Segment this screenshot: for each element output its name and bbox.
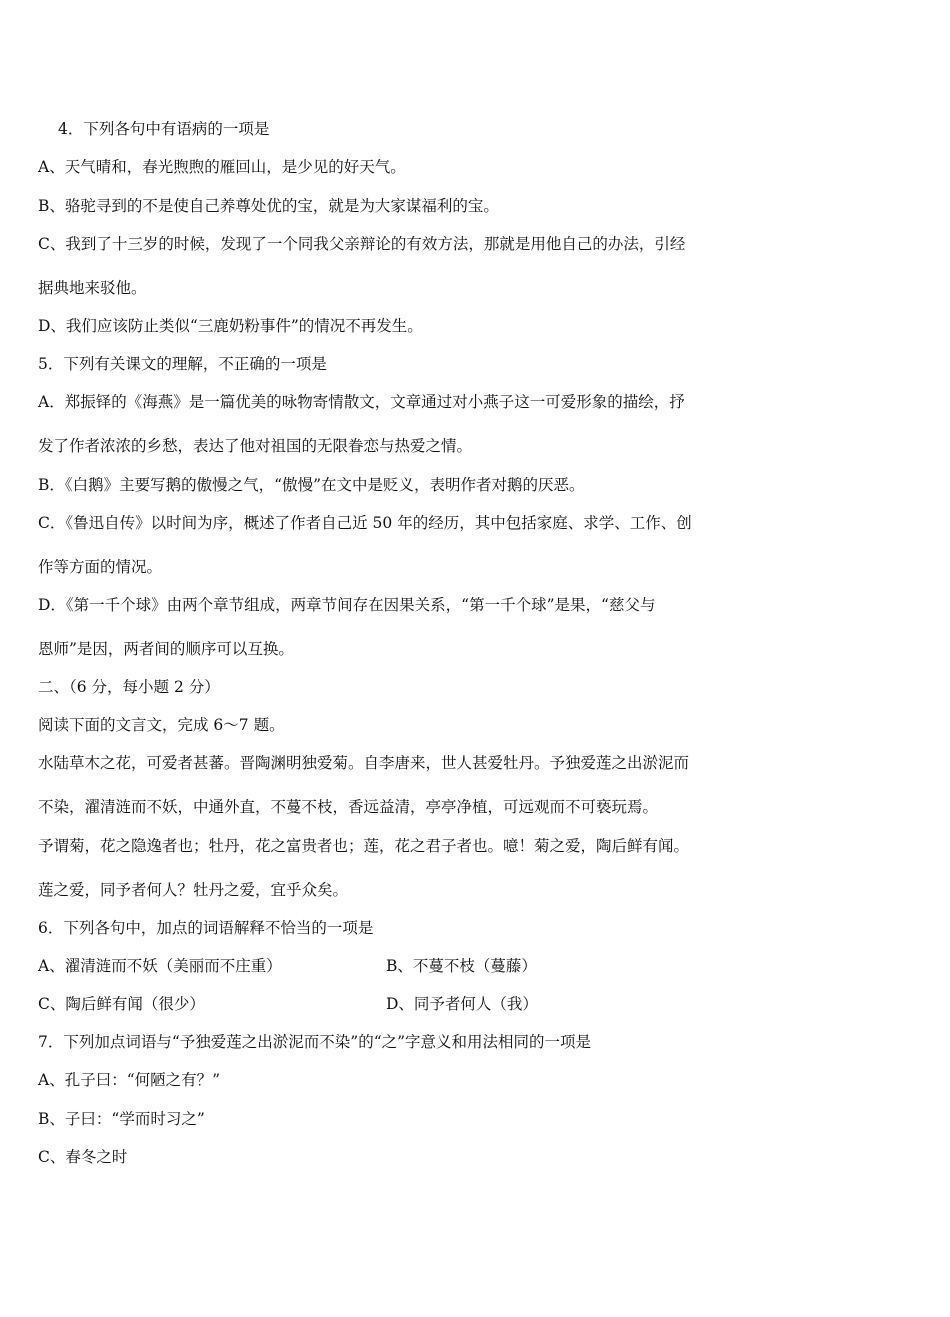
passage-line-1: 水陆草木之花，可爱者甚蕃。晋陶渊明独爱菊。自李唐来，世人甚爱牡丹。予独爱莲之出淤泥而 xyxy=(38,754,690,772)
question-5-stem: 5．下列有关课文的理解，不正确的一项是 xyxy=(38,355,327,373)
question-6-option-a: A、濯清涟而不妖（美丽而不庄重） xyxy=(38,957,282,975)
question-4-option-c-line1: C、我到了十三岁的时候，发现了一个同我父亲辩论的有效方法，那就是用他自己的办法，引经 xyxy=(38,235,686,253)
question-4-stem: 4．下列各句中有语病的一项是 xyxy=(58,120,270,138)
question-5-option-c-line2: 作等方面的情况。 xyxy=(38,558,163,576)
question-6-option-d: D、同予者何人（我） xyxy=(386,995,538,1013)
section-2-instruction: 阅读下面的文言文，完成 6～7 题。 xyxy=(38,716,285,734)
question-7-option-b: B、子曰：“学而时习之” xyxy=(38,1110,205,1128)
passage-line-2: 不染，濯清涟而不妖，中通外直，不蔓不枝，香远益清，亭亭净植，可远观而不可亵玩焉。 xyxy=(38,798,659,816)
question-6-option-b: B、不蔓不枝（蔓藤） xyxy=(386,957,537,975)
question-4-option-b: B、骆驼寻到的不是使自己养尊处优的宝，就是为大家谋福利的宝。 xyxy=(38,197,499,215)
passage-line-3: 予谓菊，花之隐逸者也；牡丹，花之富贵者也；莲，花之君子者也。噫！菊之爱，陶后鲜有闻。 xyxy=(38,837,690,855)
question-4-option-d: D、我们应该防止类似“三鹿奶粉事件”的情况不再发生。 xyxy=(38,317,423,335)
question-4-option-c-line2: 据典地来驳他。 xyxy=(38,279,147,297)
question-7-option-a: A、孔子曰：“何陋之有？” xyxy=(38,1071,221,1089)
question-7-option-c: C、春冬之时 xyxy=(38,1148,128,1166)
question-6-stem: 6．下列各句中，加点的词语解释不恰当的一项是 xyxy=(38,919,374,937)
section-2-heading: 二、（6 分，每小题 2 分） xyxy=(38,678,220,696)
question-5-option-d-line1: D．《第一千个球》由两个章节组成，两章节间存在因果关系，“第一千个球”是果，“慈父与 xyxy=(38,596,656,614)
question-4-option-a: A、天气晴和，春光煦煦的雁回山，是少见的好天气。 xyxy=(38,158,406,176)
question-5-option-a-line2: 发了作者浓浓的乡愁，表达了他对祖国的无限眷恋与热爱之情。 xyxy=(38,437,473,455)
question-5-option-c-line1: C．《鲁迅自传》以时间为序，概述了作者自己近 50 年的经历，其中包括家庭、求学、工作、创 xyxy=(38,514,692,532)
question-5-option-b: B．《白鹅》主要写鹅的傲慢之气，“傲慢”在文中是贬义，表明作者对鹅的厌恶。 xyxy=(38,476,585,494)
passage-line-4: 莲之爱，同予者何人？牡丹之爱，宜乎众矣。 xyxy=(38,881,349,899)
question-5-option-d-line2: 恩师”是因，两者间的顺序可以互换。 xyxy=(38,640,294,658)
question-6-option-c: C、陶后鲜有闻（很少） xyxy=(38,995,205,1013)
question-7-stem: 7．下列加点词语与“予独爱莲之出淤泥而不染”的“之”字意义和用法相同的一项是 xyxy=(38,1033,592,1051)
question-5-option-a-line1: A．郑振铎的《海燕》是一篇优美的咏物寄情散文，文章通过对小燕子这一可爱形象的描绘，抒 xyxy=(38,393,685,411)
